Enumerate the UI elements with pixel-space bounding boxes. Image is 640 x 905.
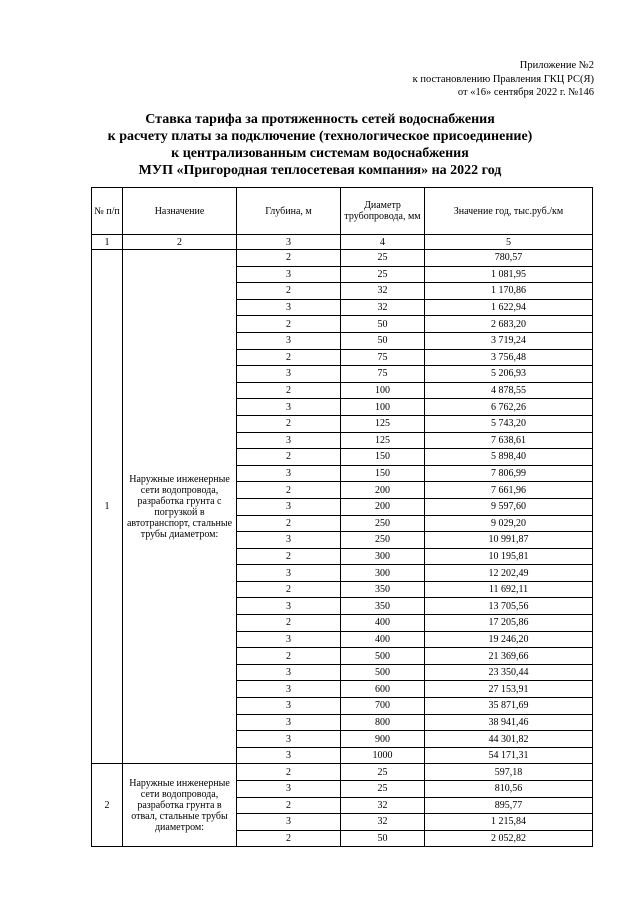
header-diameter: Диаметр трубопровода, мм (341, 188, 425, 235)
cell-depth: 3 (237, 366, 341, 383)
header-purpose: Назначение (123, 188, 237, 235)
cell-diameter: 25 (341, 266, 425, 283)
title-line: к централизованным системам водоснабжения (171, 146, 469, 161)
cell-diameter: 350 (341, 598, 425, 615)
cell-depth: 3 (237, 631, 341, 648)
cell-value: 1 622,94 (425, 299, 593, 316)
cell-diameter: 800 (341, 714, 425, 731)
cell-depth: 2 (237, 548, 341, 565)
cell-diameter: 32 (341, 814, 425, 831)
cell-value: 3 719,24 (425, 332, 593, 349)
header-value: Значение год, тыс.руб./км (425, 188, 593, 235)
cell-depth: 3 (237, 399, 341, 416)
cell-depth: 3 (237, 532, 341, 549)
cell-depth: 2 (237, 482, 341, 499)
tariff-table (91, 187, 593, 847)
cell-value: 1 215,84 (425, 814, 593, 831)
cell-value: 7 661,96 (425, 482, 593, 499)
cell-depth: 3 (237, 747, 341, 764)
column-number: 5 (425, 235, 593, 250)
cell-value: 9 597,60 (425, 498, 593, 515)
cell-diameter: 350 (341, 581, 425, 598)
cell-depth: 2 (237, 797, 341, 814)
cell-value: 21 369,66 (425, 648, 593, 665)
cell-diameter: 250 (341, 532, 425, 549)
cell-diameter: 400 (341, 631, 425, 648)
cell-depth: 3 (237, 814, 341, 831)
cell-value: 7 638,61 (425, 432, 593, 449)
cell-value: 10 195,81 (425, 548, 593, 565)
cell-value: 27 153,91 (425, 681, 593, 698)
cell-diameter: 1000 (341, 747, 425, 764)
cell-value: 7 806,99 (425, 465, 593, 482)
cell-depth: 2 (237, 615, 341, 632)
column-number: 1 (92, 235, 123, 250)
group-purpose: Наружные инженерные сети водопровода, разработка грунта в отвал, стальные трубы диаметром: (123, 764, 237, 847)
cell-value: 597,18 (425, 764, 593, 781)
cell-diameter: 600 (341, 681, 425, 698)
cell-value: 6 762,26 (425, 399, 593, 416)
cell-value: 44 301,82 (425, 731, 593, 748)
cell-depth: 3 (237, 332, 341, 349)
cell-diameter: 100 (341, 399, 425, 416)
column-number-row (92, 235, 593, 250)
cell-value: 4 878,55 (425, 382, 593, 399)
cell-diameter: 75 (341, 349, 425, 366)
document-title (0, 111, 640, 179)
column-number: 4 (341, 235, 425, 250)
cell-depth: 2 (237, 648, 341, 665)
cell-diameter: 32 (341, 797, 425, 814)
table-row (92, 764, 593, 781)
table-header-row (92, 188, 593, 235)
title-line: МУП «Пригородная теплосетевая компания» на 2022 год (138, 163, 502, 178)
cell-value: 1 170,86 (425, 283, 593, 300)
cell-diameter: 500 (341, 664, 425, 681)
cell-depth: 2 (237, 449, 341, 466)
cell-diameter: 300 (341, 548, 425, 565)
cell-depth: 2 (237, 283, 341, 300)
cell-diameter: 150 (341, 449, 425, 466)
cell-diameter: 32 (341, 299, 425, 316)
cell-depth: 2 (237, 349, 341, 366)
column-number: 3 (237, 235, 341, 250)
cell-value: 5 898,40 (425, 449, 593, 466)
cell-diameter: 50 (341, 316, 425, 333)
cell-value: 35 871,69 (425, 698, 593, 715)
header-num: № п/п (92, 188, 123, 235)
title-line: Ставка тарифа за протяженность сетей водоснабжения (145, 112, 495, 127)
cell-depth: 2 (237, 581, 341, 598)
cell-depth: 3 (237, 781, 341, 798)
cell-depth: 3 (237, 565, 341, 582)
cell-diameter: 75 (341, 366, 425, 383)
cell-depth: 3 (237, 698, 341, 715)
cell-diameter: 50 (341, 830, 425, 847)
cell-diameter: 32 (341, 283, 425, 300)
column-number: 2 (123, 235, 237, 250)
cell-value: 810,56 (425, 781, 593, 798)
title-line: к расчету платы за подключение (технологическое присоединение) (107, 129, 533, 144)
cell-value: 2 052,82 (425, 830, 593, 847)
cell-diameter: 50 (341, 332, 425, 349)
cell-value: 5 206,93 (425, 366, 593, 383)
cell-diameter: 200 (341, 482, 425, 499)
appendix-header (413, 59, 594, 100)
cell-value: 54 171,31 (425, 747, 593, 764)
cell-diameter: 25 (341, 764, 425, 781)
appendix-line: от «16» сентября 2022 г. №146 (457, 87, 594, 98)
cell-value: 10 991,87 (425, 532, 593, 549)
cell-value: 3 756,48 (425, 349, 593, 366)
header-depth: Глубина, м (237, 188, 341, 235)
cell-depth: 2 (237, 415, 341, 432)
cell-depth: 3 (237, 498, 341, 515)
cell-depth: 3 (237, 266, 341, 283)
cell-value: 17 205,86 (425, 615, 593, 632)
cell-value: 895,77 (425, 797, 593, 814)
cell-value: 9 029,20 (425, 515, 593, 532)
cell-diameter: 100 (341, 382, 425, 399)
cell-value: 19 246,20 (425, 631, 593, 648)
cell-depth: 2 (237, 515, 341, 532)
cell-value: 23 350,44 (425, 664, 593, 681)
cell-depth: 3 (237, 432, 341, 449)
cell-diameter: 25 (341, 250, 425, 267)
cell-diameter: 125 (341, 415, 425, 432)
cell-diameter: 150 (341, 465, 425, 482)
group-number: 1 (92, 250, 123, 764)
cell-diameter: 400 (341, 615, 425, 632)
table-body (92, 250, 593, 847)
appendix-line: к постановлению Правления ГКЦ РС(Я) (412, 73, 594, 85)
cell-value: 2 683,20 (425, 316, 593, 333)
cell-value: 38 941,46 (425, 714, 593, 731)
cell-value: 1 081,95 (425, 266, 593, 283)
cell-diameter: 700 (341, 698, 425, 715)
cell-depth: 2 (237, 830, 341, 847)
cell-depth: 3 (237, 731, 341, 748)
table-row (92, 250, 593, 267)
cell-diameter: 200 (341, 498, 425, 515)
cell-value: 780,57 (425, 250, 593, 267)
cell-value: 5 743,20 (425, 415, 593, 432)
cell-depth: 2 (237, 250, 341, 267)
appendix-line: Приложение №2 (519, 60, 594, 71)
cell-value: 11 692,11 (425, 581, 593, 598)
cell-depth: 3 (237, 664, 341, 681)
cell-diameter: 900 (341, 731, 425, 748)
group-number: 2 (92, 764, 123, 847)
cell-value: 12 202,49 (425, 565, 593, 582)
cell-depth: 3 (237, 681, 341, 698)
cell-depth: 3 (237, 465, 341, 482)
cell-depth: 2 (237, 764, 341, 781)
cell-diameter: 300 (341, 565, 425, 582)
cell-diameter: 250 (341, 515, 425, 532)
cell-diameter: 25 (341, 781, 425, 798)
cell-diameter: 125 (341, 432, 425, 449)
cell-depth: 3 (237, 299, 341, 316)
cell-depth: 3 (237, 598, 341, 615)
cell-value: 13 705,56 (425, 598, 593, 615)
cell-diameter: 500 (341, 648, 425, 665)
cell-depth: 2 (237, 382, 341, 399)
cell-depth: 2 (237, 316, 341, 333)
group-purpose: Наружные инженерные сети водопровода, разработка грунта с погрузкой в автотранспорт, стальные трубы диаметром: (123, 250, 237, 764)
cell-depth: 3 (237, 714, 341, 731)
